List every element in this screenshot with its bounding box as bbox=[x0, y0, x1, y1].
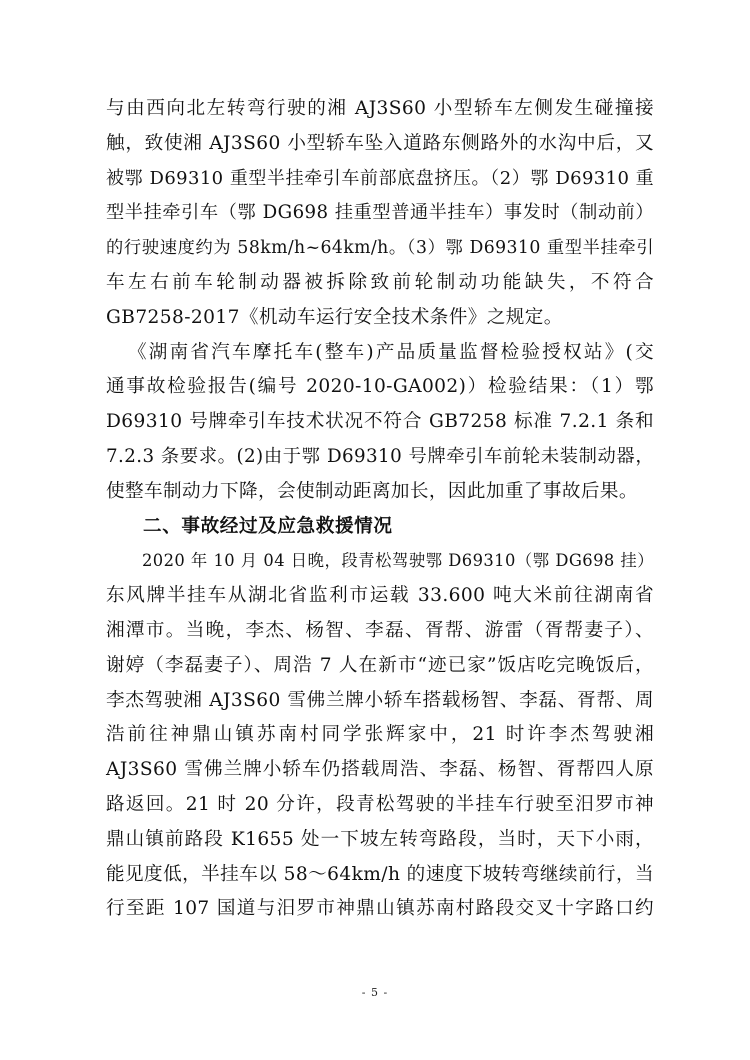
text-line: 李杰驾驶湘 AJ3S60 雪佛兰牌小轿车搭载杨智、李磊、胥帮、周 bbox=[106, 689, 654, 711]
text-line: 车左右前车轮制动器被拆除致前轮制动功能缺失，不符合 bbox=[106, 271, 654, 293]
text-line: 鼎山镇前路段 K1655 处一下坡左转弯路段，当时，天下小雨， bbox=[106, 828, 654, 850]
document-body bbox=[106, 92, 654, 927]
text-line: GB7258-2017《机动车运行安全技术条件》之规定。 bbox=[106, 306, 563, 328]
section-heading: 二、事故经过及应急救援情况 bbox=[143, 515, 393, 537]
text-line: 型半挂牵引车（鄂 DG698 挂重型普通半挂车）事发时（制动前） bbox=[106, 202, 654, 224]
text-line: 东风牌半挂车从湖北省监利市运载 33.600 吨大米前往湖南省 bbox=[106, 585, 654, 607]
text-line: 路返回。21 时 20 分许，段青松驾驶的半挂车行驶至汨罗市神 bbox=[106, 793, 654, 815]
text-line: 《湖南省汽车摩托车(整车)产品质量监督检验授权站》(交 bbox=[128, 341, 654, 363]
paragraph-collision-details bbox=[106, 92, 654, 336]
text-line: AJ3S60 雪佛兰牌小轿车仍搭载周浩、李磊、杨智、胥帮四人原 bbox=[106, 759, 654, 781]
text-line: 湘潭市。当晚，李杰、杨智、李磊、胥帮、游雷（胥帮妻子）、 bbox=[106, 619, 654, 641]
text-line: 能见度低，半挂车以 58～64km/h 的速度下坡转弯继续前行，当 bbox=[106, 863, 654, 885]
text-line: 的行驶速度约为 58km/h~64km/h。（3）鄂 D69310 重型半挂牵引 bbox=[106, 238, 654, 259]
text-line: 通事故检验报告(编号 2020-10-GA002)）检验结果：（1）鄂 bbox=[106, 376, 654, 398]
paragraph-inspection-report bbox=[106, 336, 654, 510]
text-line: D69310 号牌牵引车技术状况不符合 GB7258 标准 7.2.1 条和 bbox=[106, 411, 654, 433]
text-line: 行至距 107 国道与汨罗市神鼎山镇苏南村路段交叉十字路口约 bbox=[106, 898, 654, 920]
text-line: 7.2.3 条要求。(2)由于鄂 D69310 号牌牵引车前轮未装制动器， bbox=[106, 445, 654, 467]
text-line: 触，致使湘 AJ3S60 小型轿车坠入道路东侧路外的水沟中后，又 bbox=[106, 132, 654, 154]
page-number: - 5 - bbox=[361, 986, 389, 999]
text-line: 谢婷（李磊妻子）、周浩 7 人在新市“迹已家”饭店吃完晚饭后， bbox=[106, 654, 654, 676]
text-line: 2020 年 10 月 04 日晚，段青松驾驶鄂 D69310（鄂 DG698 挂） bbox=[142, 551, 654, 571]
text-line: 使整车制动力下降，会使制动距离加长，因此加重了事故后果。 bbox=[106, 480, 638, 502]
text-line: 被鄂 D69310 重型半挂牵引车前部底盘挤压。（2）鄂 D69310 重 bbox=[106, 167, 654, 189]
paragraph-accident-process bbox=[106, 544, 654, 927]
text-line: 与由西向北左转弯行驶的湘 AJ3S60 小型轿车左侧发生碰撞接 bbox=[106, 98, 654, 119]
text-line: 浩前往神鼎山镇苏南村同学张辉家中，21 时许李杰驾驶湘 bbox=[106, 724, 654, 746]
